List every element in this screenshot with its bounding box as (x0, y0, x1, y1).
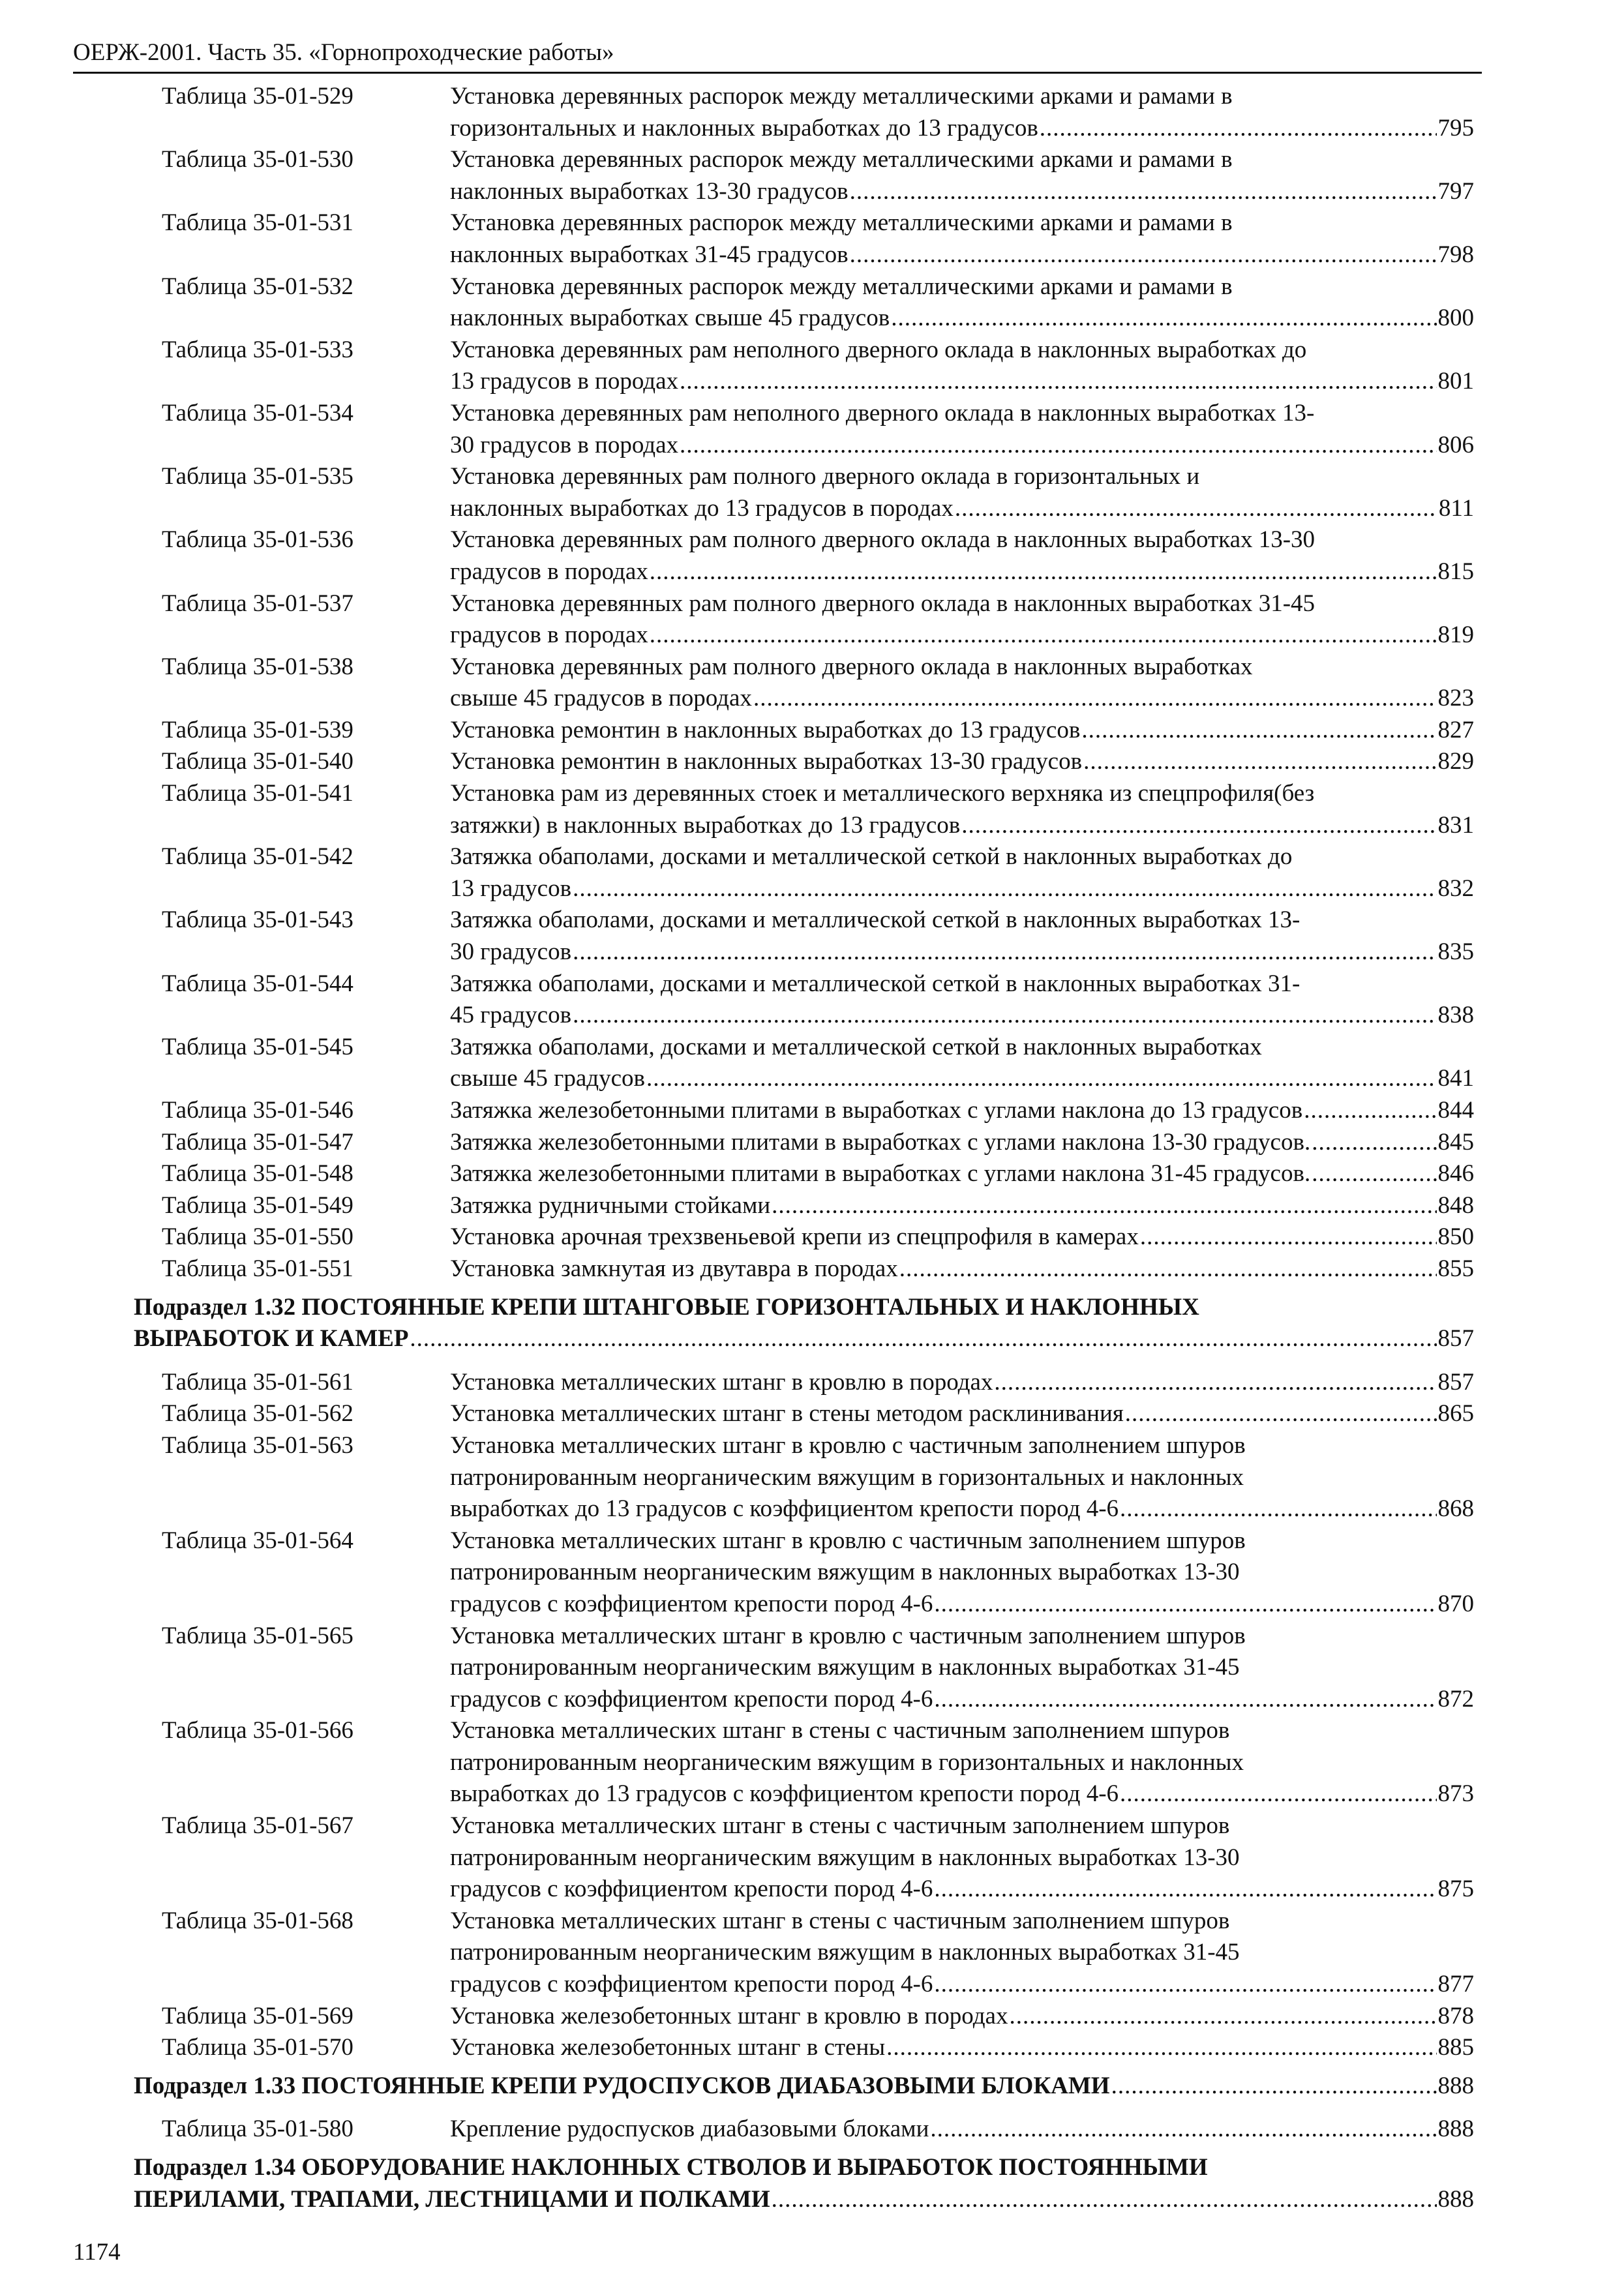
toc-title-line: Затяжка обаполами, досками и металлической сеткой в наклонных выработках 31- (450, 970, 1301, 997)
toc-title-line (450, 1063, 1474, 1095)
toc-entry-label: Таблица 35-01-563 (162, 1431, 353, 1459)
toc-page-number[interactable]: 877 (1437, 1971, 1474, 1998)
toc-title-line: Установка металлических штанг в кровлю с частичным заполнением шпуров (450, 1431, 1246, 1459)
toc-entry-label: Таблица 35-01-561 (162, 1368, 353, 1396)
toc-title-line (134, 2184, 1474, 2216)
dot-leader (994, 1367, 1436, 1399)
toc-entry-title (450, 1621, 1474, 1716)
toc-entry-title (450, 968, 1474, 1032)
toc-entry-label: Таблица 35-01-562 (162, 1400, 353, 1428)
toc-title-line (450, 239, 1474, 271)
toc-title-line (450, 556, 1474, 588)
toc-entry-title (450, 715, 1474, 747)
toc-entry-label: Таблица 35-01-531 (162, 209, 353, 237)
toc-title-text: 45 градусов (450, 1002, 572, 1029)
toc-title-line (450, 1493, 1474, 1525)
toc-title-line: патронированным неорганическим вяжущим в горизонтальных и наклонных (450, 1463, 1244, 1491)
toc-page-number[interactable]: 870 (1437, 1590, 1474, 1617)
dot-leader (934, 1684, 1436, 1716)
toc-title-line: Установка деревянных распорок между металлическими арками и рамами в (450, 273, 1233, 300)
toc-entry-label: Таблица 35-01-538 (162, 653, 353, 680)
toc-entry-title (450, 841, 1474, 905)
toc-entry-label: Таблица 35-01-565 (162, 1622, 353, 1649)
toc-title-text: наклонных выработках до 13 градусов в породах (450, 494, 954, 522)
toc-page-number[interactable]: 848 (1437, 1191, 1474, 1219)
toc-entry-title (450, 905, 1474, 968)
toc-entry-label: Таблица 35-01-569 (162, 2002, 353, 2029)
dot-leader (753, 683, 1437, 715)
toc-entry-title (450, 1715, 1474, 1810)
toc-entry[interactable] (0, 461, 1624, 524)
toc-title-line (450, 2001, 1474, 2033)
toc-title-line (450, 1000, 1474, 1032)
toc-entry-title (450, 2001, 1474, 2033)
dot-leader (1140, 1221, 1437, 1253)
toc-title-text: Установка металлических штанг в кровлю в породах (450, 1368, 993, 1396)
toc-entry[interactable] (0, 841, 1624, 905)
toc-title-text: свыше 45 градусов (450, 1065, 645, 1092)
toc-title-line: патронированным неорганическим вяжущим в горизонтальных и наклонных (450, 1748, 1244, 1776)
toc-title-line: Установка деревянных рам полного дверного оклада в наклонных выработках 31-45 (450, 590, 1316, 617)
toc-title-text: наклонных выработках свыше 45 градусов (450, 305, 890, 332)
toc-page-number[interactable]: 875 (1437, 1876, 1474, 1903)
toc-entry-label: Таблица 35-01-570 (162, 2034, 353, 2061)
toc-page-number[interactable]: 800 (1437, 305, 1474, 332)
toc-title-text: 30 градусов в породах (450, 431, 679, 458)
toc-entry-title (450, 1398, 1474, 1430)
toc-entry-title (450, 1032, 1474, 1095)
dot-leader (410, 1323, 1436, 1355)
toc-entry[interactable] (0, 271, 1624, 335)
toc-entry-title (450, 1127, 1474, 1159)
toc-title-text: 30 градусов (450, 938, 572, 966)
toc-page-number[interactable]: 835 (1437, 938, 1474, 966)
toc-page-number[interactable]: 873 (1437, 1780, 1474, 1808)
toc-entry-label: Таблица 35-01-549 (162, 1191, 353, 1219)
toc-title-line (450, 113, 1474, 145)
toc-title-text: Затяжка рудничными стойками (450, 1191, 771, 1219)
toc-title-line (450, 493, 1474, 525)
toc-title-text: градусов с коэффициентом крепости пород 4-6 (450, 1590, 933, 1617)
toc-title-text: Затяжка железобетонными плитами в выработках с углами наклона 13-30 градусов. (450, 1128, 1311, 1156)
toc-title-text: затяжки) в наклонных выработках до 13 градусов (450, 811, 961, 839)
toc-title-text: Установка железобетонных штанг в стены (450, 2034, 886, 2061)
dot-leader (886, 2032, 1436, 2064)
toc-title-text: градусов с коэффициентом крепости пород 4-6 (450, 1971, 933, 1998)
toc-page-number[interactable]: 888 (1437, 2116, 1474, 2143)
toc-title-line: Установка деревянных распорок между металлическими арками и рамами в (450, 209, 1233, 237)
toc-entry-title (450, 524, 1474, 588)
toc-page-number[interactable]: 845 (1437, 1128, 1474, 1156)
toc-title-text: наклонных выработках 31-45 градусов (450, 241, 849, 268)
toc-title-text: ПЕРИЛАМИ, ТРАПАМИ, ЛЕСТНИЦАМИ И ПОЛКАМИ (134, 2185, 770, 2213)
running-header: ОЕРЖ-2001. Часть 35. «Горнопроходческие работы» (73, 38, 1482, 74)
dot-leader (1312, 1127, 1436, 1159)
toc-entry-title (450, 81, 1474, 144)
dot-leader (899, 1253, 1437, 1285)
toc-page-number[interactable]: 844 (1437, 1097, 1474, 1124)
toc-entry[interactable] (0, 1621, 1624, 1716)
toc-page-number[interactable]: 868 (1437, 1495, 1474, 1523)
toc-title-line (450, 430, 1474, 462)
toc-title-line (450, 1367, 1474, 1399)
toc-title-text: Установка ремонтин в наклонных выработках до 13 градусов (450, 716, 1081, 743)
dot-leader (961, 810, 1436, 842)
toc-title-text: градусов в породах (450, 621, 648, 649)
toc-title-line: Установка деревянных распорок между металлическими арками и рамами в (450, 83, 1233, 110)
toc-title-line: Установка деревянных рам неполного дверного оклада в наклонных выработках до (450, 336, 1307, 363)
toc-entry-label: Таблица 35-01-539 (162, 716, 353, 743)
toc-entry[interactable] (0, 207, 1624, 271)
toc-title-text: градусов в породах (450, 558, 648, 585)
toc-page-number[interactable]: 811 (1438, 494, 1474, 522)
toc-title-line: Установка металлических штанг в кровлю с частичным заполнением шпуров (450, 1527, 1246, 1554)
dot-leader (1125, 1398, 1437, 1430)
toc-title-line: Установка деревянных рам полного дверного оклада в наклонных выработках 13-30 (450, 526, 1316, 554)
toc-entry[interactable] (0, 1158, 1624, 1190)
toc-entry-title (450, 271, 1474, 335)
toc-page-number[interactable]: 872 (1437, 1685, 1474, 1713)
toc-page-number[interactable]: 855 (1437, 1255, 1474, 1282)
toc-entry[interactable] (0, 335, 1624, 398)
toc-title-line: Установка рам из деревянных стоек и металлического верхняка из спецпрофиля(без (450, 780, 1315, 807)
dot-leader (934, 1969, 1436, 2001)
toc-page-number[interactable]: 857 (1437, 1368, 1474, 1396)
toc-title-line (450, 1589, 1474, 1621)
toc-title-text: выработках до 13 градусов с коэффициентом крепости пород 4-6 (450, 1780, 1119, 1808)
toc-entry[interactable] (0, 746, 1624, 778)
toc-page-number[interactable]: 806 (1437, 431, 1474, 458)
toc-entry-label: Таблица 35-01-567 (162, 1812, 353, 1840)
toc-page-number[interactable]: 797 (1437, 177, 1474, 205)
dot-leader (772, 1190, 1436, 1222)
toc-entry-label: Таблица 35-01-546 (162, 1097, 353, 1124)
toc-title-text: выработках до 13 градусов с коэффициентом крепости пород 4-6 (450, 1495, 1119, 1523)
toc-title-line (450, 1874, 1474, 1906)
toc-title-text: Затяжка железобетонными плитами в выработках с углами наклона 31-45 градусов. (450, 1160, 1311, 1188)
dot-leader (1120, 1493, 1436, 1525)
toc-entry[interactable] (0, 588, 1624, 651)
toc-entry-title (450, 1158, 1474, 1190)
toc-page-number[interactable]: 841 (1437, 1065, 1474, 1092)
toc-title-line (450, 1127, 1474, 1159)
toc-entry-label: Таблица 35-01-532 (162, 273, 353, 300)
dot-leader (1009, 2001, 1436, 2033)
table-of-contents (0, 81, 1624, 2227)
toc-title-line (134, 2071, 1474, 2102)
toc-title-text: 13 градусов в породах (450, 368, 679, 395)
toc-entry-label: Таблица 35-01-545 (162, 1033, 353, 1060)
toc-entry-label: Таблица 35-01-548 (162, 1160, 353, 1188)
toc-page-number[interactable]: 838 (1437, 1002, 1474, 1029)
toc-page-number[interactable]: 819 (1437, 621, 1474, 649)
toc-title-text: 13 градусов (450, 875, 572, 902)
toc-entry[interactable] (0, 81, 1624, 144)
toc-entry-title (450, 1253, 1474, 1285)
toc-page-number[interactable]: 795 (1437, 114, 1474, 142)
toc-entry-title (450, 1906, 1474, 2001)
toc-section[interactable] (0, 2152, 1624, 2215)
toc-entry-title (450, 1095, 1474, 1127)
toc-entry[interactable] (0, 524, 1624, 588)
toc-page-number[interactable]: 878 (1437, 2002, 1474, 2029)
toc-entry-title (450, 588, 1474, 651)
toc-entry[interactable] (0, 715, 1624, 747)
toc-entry-title (450, 2114, 1474, 2146)
toc-title-text: Затяжка железобетонными плитами в выработках с углами наклона до 13 градусов (450, 1097, 1303, 1124)
dot-leader (772, 2184, 1437, 2216)
toc-title-text: градусов с коэффициентом крепости пород 4-6 (450, 1685, 933, 1713)
toc-title-text: ВЫРАБОТОК И КАМЕР (134, 1325, 409, 1353)
toc-entry-label: Таблица 35-01-544 (162, 970, 353, 997)
toc-entry-label: Таблица 35-01-542 (162, 843, 353, 871)
toc-title-line (450, 303, 1474, 335)
toc-title-line: Подраздел 1.34 ОБОРУДОВАНИЕ НАКЛОННЫХ СТВОЛОВ И ВЫРАБОТОК ПОСТОЯННЫМИ (134, 2154, 1208, 2181)
dot-leader (650, 556, 1437, 588)
page-number: 1174 (73, 2239, 121, 2266)
toc-title-text: Подраздел 1.33 ПОСТОЯННЫЕ КРЕПИ РУДОСПУСКОВ ДИАБАЗОВЫМИ БЛОКАМИ (134, 2072, 1110, 2099)
toc-title-line (450, 1158, 1474, 1190)
toc-title-text: свыше 45 градусов в породах (450, 685, 752, 712)
dot-leader (573, 873, 1436, 905)
dot-leader (1081, 715, 1436, 747)
toc-title-text: Установка арочная трехзвеньевой крепи из спецпрофиля в камерах (450, 1223, 1139, 1251)
toc-entry[interactable] (0, 1906, 1624, 2001)
dot-leader (1312, 1158, 1436, 1190)
toc-page-number[interactable]: 801 (1437, 368, 1474, 395)
toc-entry[interactable] (0, 1715, 1624, 1810)
toc-title-line: патронированным неорганическим вяжущим в наклонных выработках 13-30 (450, 1844, 1240, 1871)
dot-leader (934, 1589, 1436, 1621)
dot-leader (1083, 746, 1436, 778)
toc-title-line (450, 1253, 1474, 1285)
toc-entry-title (134, 2071, 1474, 2102)
toc-title-line (450, 1190, 1474, 1222)
toc-page-number[interactable]: 827 (1437, 716, 1474, 743)
toc-title-line: Установка металлических штанг в стены с частичным заполнением шпуров (450, 1907, 1230, 1934)
toc-title-line: Установка деревянных распорок между металлическими арками и рамами в (450, 146, 1233, 173)
toc-page-number[interactable]: 857 (1437, 1325, 1474, 1353)
toc-entry-title (450, 2032, 1474, 2064)
toc-title-line: Установка деревянных рам полного дверного оклада в горизонтальных и (450, 463, 1200, 490)
toc-title-text: наклонных выработках 13-30 градусов (450, 177, 849, 205)
toc-entry-title (450, 1810, 1474, 1906)
toc-entry-label: Таблица 35-01-543 (162, 906, 353, 934)
toc-entry-title (134, 1292, 1474, 1355)
dot-leader (930, 2114, 1436, 2146)
toc-title-line: патронированным неорганическим вяжущим в наклонных выработках 31-45 (450, 1654, 1240, 1681)
dot-leader (1304, 1095, 1436, 1127)
dot-leader (1120, 1778, 1436, 1810)
toc-entry[interactable] (0, 1127, 1624, 1159)
toc-page-number[interactable]: 850 (1437, 1223, 1474, 1251)
toc-entry-label: Таблица 35-01-540 (162, 748, 353, 775)
toc-page-number[interactable]: 888 (1437, 2072, 1474, 2099)
toc-entry-label: Таблица 35-01-541 (162, 780, 353, 807)
toc-page-number[interactable]: 888 (1437, 2185, 1474, 2213)
toc-entry-label: Таблица 35-01-534 (162, 399, 353, 426)
toc-entry-label: Таблица 35-01-551 (162, 1255, 353, 1282)
toc-page-number[interactable]: 798 (1437, 241, 1474, 268)
toc-entry-label: Таблица 35-01-566 (162, 1717, 353, 1744)
toc-entry-title (450, 746, 1474, 778)
dot-leader (680, 430, 1436, 462)
dot-leader (646, 1063, 1437, 1095)
toc-entry-label: Таблица 35-01-564 (162, 1527, 353, 1554)
toc-title-line: патронированным неорганическим вяжущим в наклонных выработках 31-45 (450, 1939, 1240, 1966)
toc-title-line (450, 1398, 1474, 1430)
toc-title-line (450, 176, 1474, 208)
toc-title-line (450, 873, 1474, 905)
toc-entry-title (450, 207, 1474, 271)
toc-entry[interactable] (0, 1430, 1624, 1525)
toc-title-line: Затяжка обаполами, досками и металлической сеткой в наклонных выработках (450, 1033, 1262, 1060)
toc-entry[interactable] (0, 1221, 1624, 1253)
toc-entry[interactable] (0, 778, 1624, 841)
dot-leader (934, 1874, 1436, 1906)
toc-entry-label: Таблица 35-01-530 (162, 146, 353, 173)
toc-entry-title (450, 651, 1474, 715)
toc-title-text: горизонтальных и наклонных выработках до 13 градусов (450, 114, 1038, 142)
toc-entry-label: Таблица 35-01-535 (162, 463, 353, 490)
toc-entry[interactable] (0, 2001, 1624, 2033)
toc-entry-title (450, 1221, 1474, 1253)
toc-title-line (450, 715, 1474, 747)
toc-entry-label: Таблица 35-01-550 (162, 1223, 353, 1251)
toc-entry[interactable] (0, 1032, 1624, 1095)
toc-entry-title (450, 144, 1474, 207)
toc-entry-label: Таблица 35-01-580 (162, 2116, 353, 2143)
toc-entry-title (450, 1525, 1474, 1621)
toc-entry[interactable] (0, 905, 1624, 968)
toc-section[interactable] (0, 2071, 1624, 2102)
toc-title-line: Установка металлических штанг в кровлю с частичным заполнением шпуров (450, 1622, 1246, 1649)
toc-entry-label: Таблица 35-01-537 (162, 590, 353, 617)
dot-leader (573, 936, 1436, 968)
toc-title-line: Установка деревянных рам неполного дверного оклада в наклонных выработках 13- (450, 399, 1315, 426)
toc-entry[interactable] (0, 1810, 1624, 1906)
toc-entry[interactable] (0, 2114, 1624, 2146)
toc-entry-title (450, 1367, 1474, 1399)
toc-entry[interactable] (0, 398, 1624, 461)
toc-title-line: Установка металлических штанг в стены с частичным заполнением шпуров (450, 1717, 1230, 1744)
toc-page-number[interactable]: 815 (1437, 558, 1474, 585)
toc-page-number[interactable]: 865 (1437, 1400, 1474, 1428)
toc-title-text: Установка металлических штанг в стены методом расклинивания (450, 1400, 1124, 1428)
toc-title-line: патронированным неорганическим вяжущим в наклонных выработках 13-30 (450, 1559, 1240, 1586)
toc-entry[interactable] (0, 1367, 1624, 1399)
toc-title-line (450, 2114, 1474, 2146)
dot-leader (573, 1000, 1436, 1032)
dot-leader (650, 620, 1437, 651)
toc-entry[interactable] (0, 1253, 1624, 1285)
toc-title-text: градусов с коэффициентом крепости пород 4-6 (450, 1876, 933, 1903)
toc-entry[interactable] (0, 1398, 1624, 1430)
dot-leader (1040, 113, 1437, 145)
toc-entry[interactable] (0, 968, 1624, 1032)
dot-leader (680, 366, 1436, 398)
dot-leader (850, 176, 1437, 208)
toc-page-number[interactable]: 829 (1437, 748, 1474, 775)
toc-entry[interactable] (0, 1190, 1624, 1222)
toc-title-line (450, 746, 1474, 778)
toc-title-line: Затяжка обаполами, досками и металлической сеткой в наклонных выработках 13- (450, 906, 1301, 934)
toc-section[interactable] (0, 1292, 1624, 1355)
toc-title-line (450, 1221, 1474, 1253)
toc-entry-title (450, 335, 1474, 398)
toc-page-number[interactable]: 832 (1437, 875, 1474, 902)
toc-entry-label: Таблица 35-01-529 (162, 83, 353, 110)
toc-entry-label: Таблица 35-01-536 (162, 526, 353, 554)
toc-entry[interactable] (0, 144, 1624, 207)
toc-entry-title (450, 1430, 1474, 1525)
toc-entry-label: Таблица 35-01-568 (162, 1907, 353, 1934)
toc-title-text: Установка ремонтин в наклонных выработках 13-30 градусов (450, 748, 1083, 775)
toc-title-line (450, 1778, 1474, 1810)
toc-entry-title (450, 398, 1474, 461)
toc-title-line (450, 620, 1474, 651)
dot-leader (850, 239, 1437, 271)
toc-entry-title (450, 778, 1474, 841)
dot-leader (955, 493, 1437, 525)
toc-entry-title (450, 461, 1474, 524)
toc-title-text: Установка замкнутая из двутавра в породах (450, 1255, 898, 1282)
dot-leader (1111, 2071, 1437, 2102)
toc-title-line (450, 1684, 1474, 1716)
toc-entry-label: Таблица 35-01-533 (162, 336, 353, 363)
toc-entry[interactable] (0, 2032, 1624, 2064)
toc-title-line (450, 2032, 1474, 2064)
toc-title-line (134, 1323, 1474, 1355)
toc-title-line: Подраздел 1.32 ПОСТОЯННЫЕ КРЕПИ ШТАНГОВЫЕ ГОРИЗОНТАЛЬНЫХ И НАКЛОННЫХ (134, 1293, 1199, 1321)
toc-title-line: Установка деревянных рам полного дверного оклада в наклонных выработках (450, 653, 1253, 680)
toc-entry-label: Таблица 35-01-547 (162, 1128, 353, 1156)
toc-entry[interactable] (0, 651, 1624, 715)
toc-page-number[interactable]: 885 (1437, 2034, 1474, 2061)
toc-entry[interactable] (0, 1095, 1624, 1127)
toc-title-line (450, 1095, 1474, 1127)
toc-title-line (450, 810, 1474, 842)
toc-title-line (450, 683, 1474, 715)
toc-title-line (450, 936, 1474, 968)
toc-entry-title (450, 1190, 1474, 1222)
toc-title-text: Крепление рудоспусков диабазовыми блоками (450, 2116, 929, 2143)
toc-page-number[interactable]: 831 (1437, 811, 1474, 839)
toc-title-line (450, 1969, 1474, 2001)
toc-title-line: Затяжка обаполами, досками и металлической сеткой в наклонных выработках до (450, 843, 1293, 871)
toc-page-number[interactable]: 823 (1437, 685, 1474, 712)
toc-entry[interactable] (0, 1525, 1624, 1621)
dot-leader (891, 303, 1436, 335)
toc-title-text: Установка железобетонных штанг в кровлю в породах (450, 2002, 1008, 2029)
toc-title-line (450, 366, 1474, 398)
toc-title-line: Установка металлических штанг в стены с частичным заполнением шпуров (450, 1812, 1230, 1840)
toc-entry-title (134, 2152, 1474, 2215)
toc-page-number[interactable]: 846 (1437, 1160, 1474, 1188)
